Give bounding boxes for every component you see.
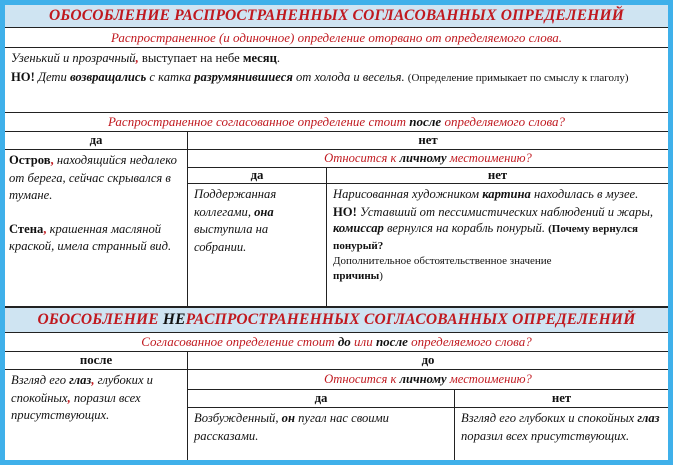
s1-col-no: нет: [418, 133, 438, 147]
section1-title: ОБОСОБЛЕНИЕ РАСПРОСТРАНЕННЫХ СОГЛАСОВАННЫХ ОПРЕДЕЛЕНИЙ: [5, 5, 668, 27]
s2-pron-yes-ex: Возбужденный, он пугал нас своими рассказами.: [194, 411, 389, 443]
rules-table: [5, 5, 668, 460]
s1-rule2: Распространенное согласованное определение стоит после определяемого слова?: [107, 114, 566, 129]
s2-rule: Согласованное определение стоит до или после определяемого слова?: [141, 334, 532, 349]
section2-title: ОБОСОБЛЕНИЕ НЕРАСПРОСТРАНЕННЫХ СОГЛАСОВАННЫХ ОПРЕДЕЛЕНИЙ: [5, 308, 668, 332]
s1-example-block: [5, 48, 668, 112]
s1-yes-ex1: Остров, находящийся недалеко от берега, сейчас скрывался в тумане.: [9, 153, 177, 202]
s1-col-yes: да: [89, 133, 103, 147]
s2-col-before: до: [421, 353, 435, 367]
s2-q-pronoun: Относится к личному местоимению?: [324, 372, 532, 386]
s1-sub-no: нет: [487, 168, 508, 182]
s1-pron-no-ex1: Нарисованная художником картина находилась в музее.: [333, 187, 639, 201]
s1-rule1: Распространенное (и одиночное) определение оторвано от определяемого слова.: [110, 30, 563, 45]
s1-pron-no-ex: [327, 184, 668, 306]
s1-example2: НО! Дети возвращались с катка разрумянившиеся от холода и веселья. (Определение примыкает по смыслу к глаголу): [11, 70, 629, 84]
s1-pron-yes-ex: Поддержанная коллегами, она выступила на собрании.: [194, 187, 277, 254]
s1-yes-ex2: Стена, крашенная масляной краской, имела странный вид.: [9, 221, 172, 253]
s1-q-pronoun: Относится к личному местоимению?: [324, 151, 532, 165]
s1-pron-no-ex2: НО! Уставший от пессимистических наблюдений и жары, комиссар вернулся на корабль понурый. (Почему вернулся понурый?: [333, 204, 653, 252]
s2-sub-no: нет: [551, 391, 572, 405]
s2-sub-yes: да: [314, 391, 328, 405]
s1-pron-no-note: Дополнительное обстоятельственное значение причины): [333, 255, 552, 282]
s1-sub-yes: да: [250, 168, 264, 182]
s1-yes-examples: [5, 150, 187, 306]
s2-after-ex: Взгляд его глаз, глубоких и спокойных, поразил всех присутствующих.: [11, 373, 153, 422]
s2-col-after: после: [79, 353, 113, 367]
s1-example1: Узенький и прозрачный, выступает на небе месяц.: [11, 51, 280, 65]
s2-pron-no-ex: Взгляд его глубоких и спокойных глаз поразил всех присутствующих.: [461, 411, 660, 443]
